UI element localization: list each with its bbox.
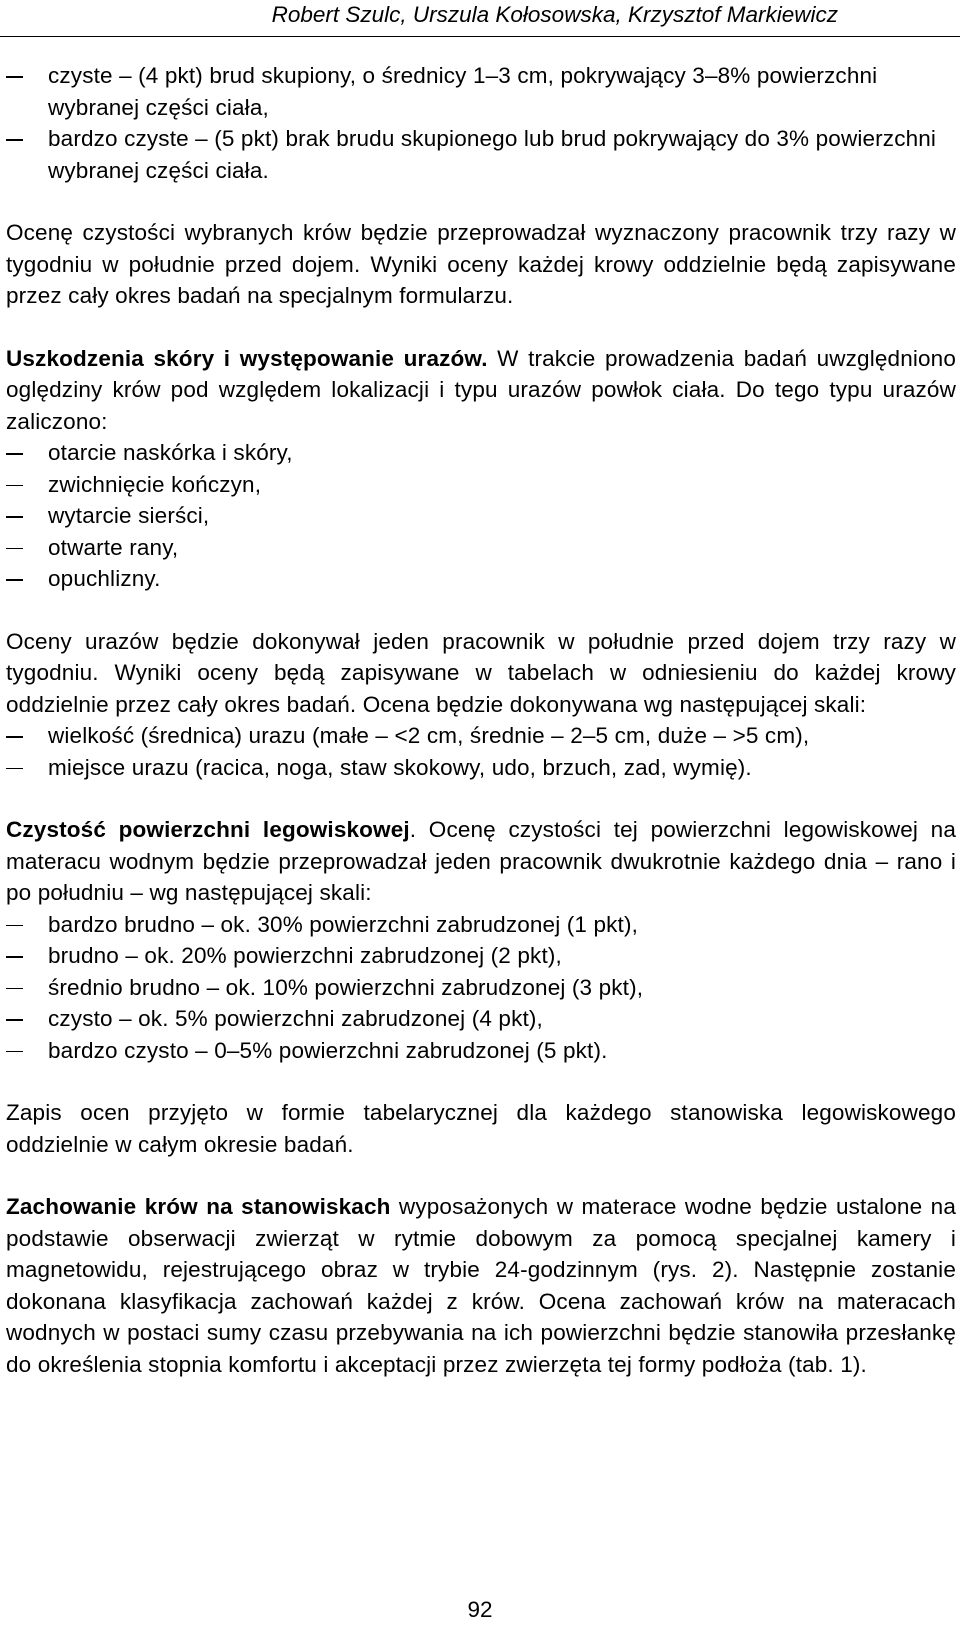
injuries-text: W trakcie prowadzenia badań uwzględniono oględziny krów pod względem lokalizacji i typu urazów powłok ciała. Do tego typu urazów zaliczono: [6,345,956,434]
list-item: czysto – ok. 5% powierzchni zabrudzonej (4 pkt), [6,1003,956,1035]
list-item: czyste – (4 pkt) brud skupiony, o średnicy 1–3 cm, pokrywający 3–8% powierzchni wybranej części ciała, [6,60,956,123]
list-item: opuchlizny. [6,563,956,595]
paragraph-bedding [6,814,956,909]
behavior-text: wyposażonych w materace wodne będzie ustalone na podstawie obserwacji zwierząt w rytmie dobowym za pomocą specjalnej kamery i magnetowidu, rejestrującego obraz w trybie 24-godzinnym (rys. 2). Następnie zostanie dokonana klasyfikacja zachowań każdej z krów. Ocena zachowań krów na materacach wodnych w postaci sumy czasu przebywania na ich powierzchni będzie stanowiła przesłankę do określenia stopnia komfortu i akceptacji przez zwierzęta tej formy podłoża (tab. 1). [6,1194,956,1377]
paragraph-behavior [6,1191,956,1380]
paragraph-cleanliness-assessment: Ocenę czystości wybranych krów będzie przeprowadzał wyznaczony pracownik trzy razy w tygodniu w południe przed dojem. Wyniki oceny każdej krowy oddzielnie będą zapisywane przez cały okres badań na specjalnym formularzu. [6,220,956,308]
list-item: bardzo czysto – 0–5% powierzchni zabrudzonej (5 pkt). [6,1035,956,1067]
list-item: otarcie naskórka i skóry, [6,437,956,469]
list-item: średnio brudno – ok. 10% powierzchni zabrudzonej (3 pkt), [6,972,956,1004]
paragraph-injuries [6,343,956,438]
page-number: 92 [467,1597,493,1622]
injury-types-list [6,437,956,595]
section-heading-injuries: Uszkodzenia skóry i występowanie urazów. [6,345,488,371]
list-item: miejsce urazu (racica, noga, staw skokowy, udo, brzuch, zad, wymię). [6,752,956,784]
list-item: brudno – ok. 20% powierzchni zabrudzonej (2 pkt), [6,940,956,972]
running-header [0,0,960,37]
section-heading-behavior: Zachowanie krów na stanowiskach [6,1194,391,1219]
paragraph-record: Zapis ocen przyjęto w formie tabelarycznej dla każdego stanowiska legowiskowego oddzielnie w całym okresie badań. [6,1100,956,1157]
cleanliness-scale-list [6,60,956,186]
body-text [6,60,956,1380]
header-authors: Robert Szulc, Urszula Kołosowska, Krzysztof Markiewicz [271,2,838,27]
bedding-text: . Ocenę czystości tej powierzchni legowiskowej na materacu wodnym będzie przeprowadzał jeden pracownik dwukrotnie każdego dnia – rano i po południu – wg następującej skali: [6,817,956,905]
injury-scale-list [6,720,956,783]
list-item: zwichnięcie kończyn, [6,469,956,501]
bedding-scale-list [6,909,956,1067]
list-item: bardzo brudno – ok. 30% powierzchni zabrudzonej (1 pkt), [6,909,956,941]
list-item: wielkość (średnica) urazu (małe – <2 cm, średnie – 2–5 cm, duże – >5 cm), [6,720,956,752]
section-heading-bedding: Czystość powierzchni legowiskowej [6,817,410,842]
list-item: bardzo czyste – (5 pkt) brak brudu skupionego lub brud pokrywający do 3% powierzchni wybranej części ciała. [6,123,956,186]
paragraph-injury-scale: Oceny urazów będzie dokonywał jeden pracownik w południe przed dojem trzy razy w tygodniu. Wyniki oceny będą zapisywane w tabelach w odniesieniu do każdej krowy oddzielnie przez cały okres badań. Ocena będzie dokonywana wg następującej skali: [6,628,956,717]
list-item: wytarcie sierści, [6,500,956,532]
list-item: otwarte rany, [6,532,956,564]
